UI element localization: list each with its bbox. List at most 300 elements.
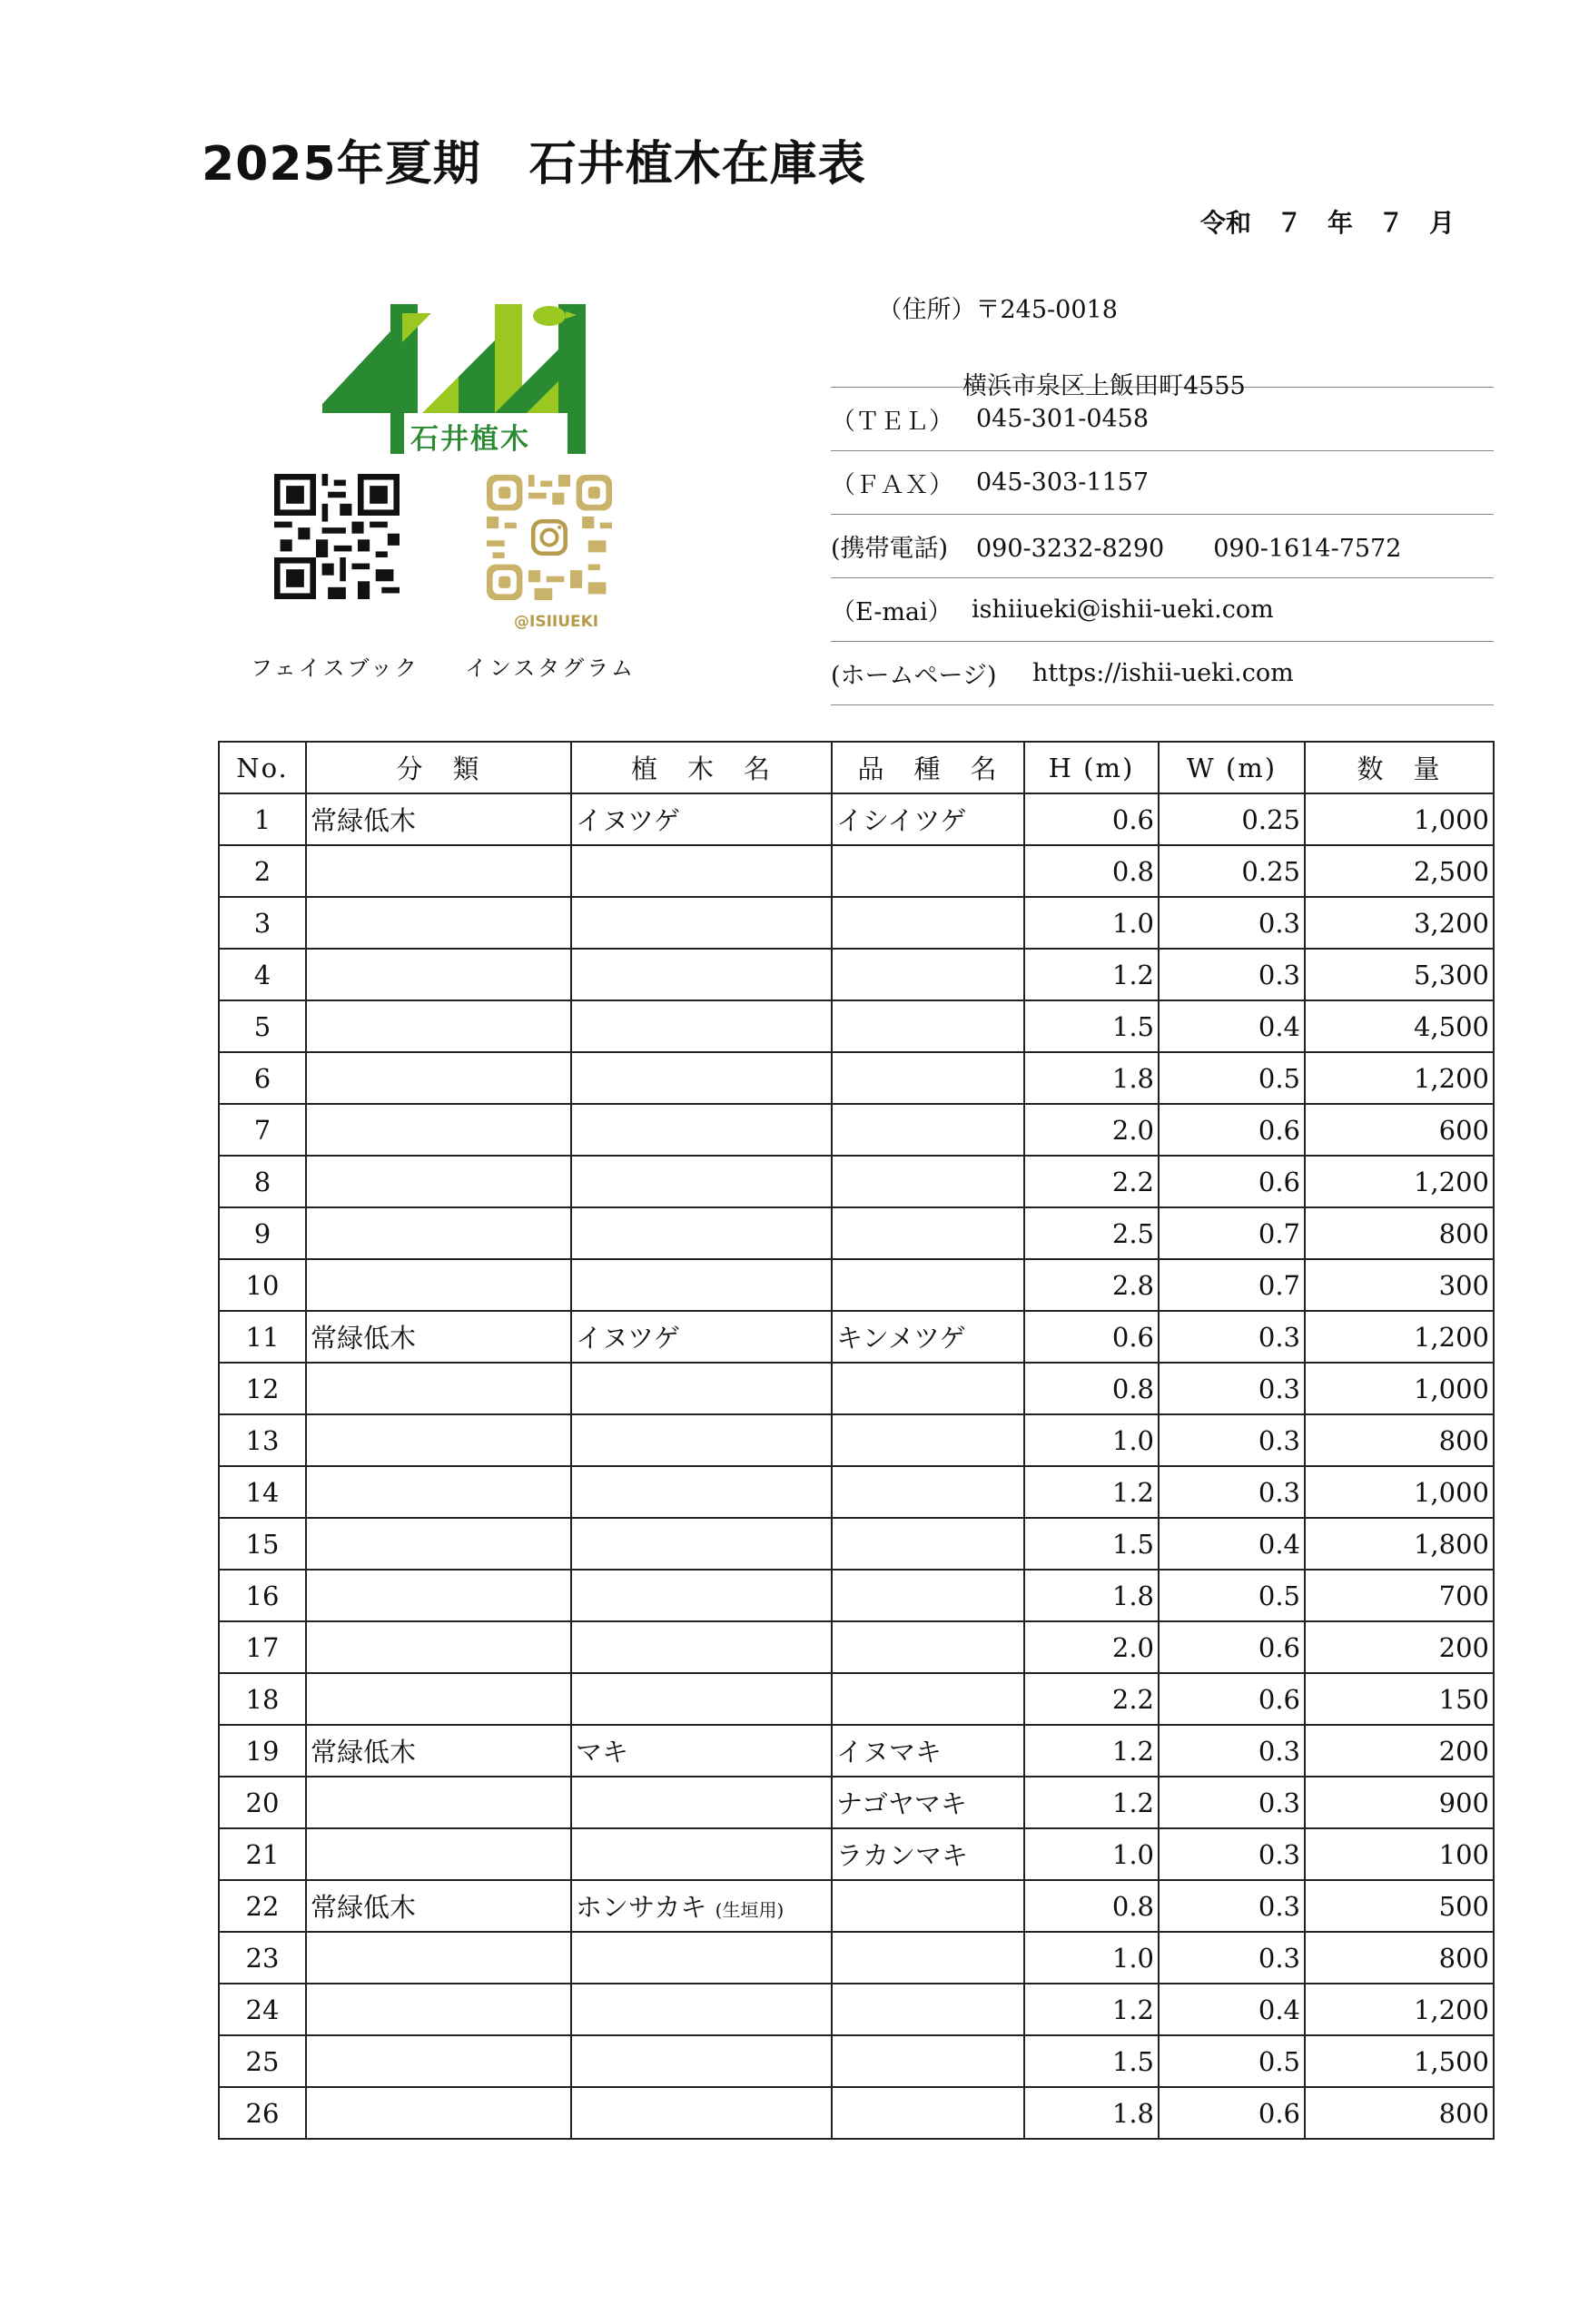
cell-no-text: 26 [245, 2097, 280, 2129]
cell-width [1159, 1052, 1305, 1104]
cell-plant-name-text: イヌツゲ [576, 805, 680, 836]
cell-variety [832, 1104, 1024, 1156]
cell-quantity [1305, 1363, 1494, 1414]
cell-no-text: 6 [253, 1062, 271, 1094]
cell-variety [832, 897, 1024, 949]
mobile-label: (携帯電話) [831, 535, 949, 563]
table-row [219, 845, 1494, 897]
cell-plant-name [571, 2035, 832, 2087]
cell-plant-name-text: マキ [576, 1737, 629, 1768]
header-width: W (m) [1159, 742, 1305, 793]
cell-plant-name [571, 1363, 832, 1414]
cell-no [219, 1000, 306, 1052]
cell-no-text: 23 [245, 1942, 280, 1974]
table-row [219, 2087, 1494, 2139]
cell-no [219, 1104, 306, 1156]
cell-width-text: 0.3 [1258, 1735, 1300, 1767]
cell-category [306, 1932, 571, 1984]
cell-height-text: 1.5 [1111, 2045, 1154, 2077]
cell-quantity [1305, 1414, 1494, 1466]
table-row [219, 1104, 1494, 1156]
tel-label: （ＴＥＬ） [831, 408, 953, 436]
web-label: (ホームページ) [831, 662, 997, 690]
cell-width [1159, 1311, 1305, 1363]
cell-no-text: 16 [245, 1580, 280, 1611]
cell-quantity-text: 200 [1438, 1631, 1489, 1663]
cell-plant-name-text: ホンサカキ [576, 1892, 707, 1923]
cell-plant-name [571, 1828, 832, 1880]
cell-no-text: 21 [245, 1838, 280, 1870]
cell-width-text: 0.6 [1258, 1166, 1300, 1197]
cell-width [1159, 1570, 1305, 1621]
cell-variety [832, 1880, 1024, 1932]
cell-variety [832, 2087, 1024, 2139]
cell-category-text: 常緑低木 [311, 1323, 417, 1354]
cell-quantity-text: 100 [1438, 1838, 1489, 1870]
cell-no [219, 1984, 306, 2035]
cell-height-text: 1.8 [1111, 1580, 1154, 1611]
cell-no [219, 1363, 306, 1414]
cell-no-text: 12 [245, 1373, 280, 1404]
cell-height [1024, 845, 1159, 897]
cell-width [1159, 1984, 1305, 2035]
address-row [831, 275, 1494, 400]
cell-no [219, 1621, 306, 1673]
cell-width [1159, 2087, 1305, 2139]
cell-height-text: 1.2 [1111, 1735, 1154, 1767]
cell-variety [832, 1156, 1024, 1207]
cell-height-text: 1.2 [1111, 1476, 1154, 1508]
cell-no [219, 1156, 306, 1207]
cell-plant-name [571, 1156, 832, 1207]
cell-no [219, 1570, 306, 1621]
cell-no [219, 1207, 306, 1259]
cell-width [1159, 897, 1305, 949]
cell-category [306, 1984, 571, 2035]
cell-height [1024, 793, 1159, 845]
cell-no [219, 793, 306, 845]
web-row [831, 642, 1494, 705]
cell-width-text: 0.3 [1258, 1890, 1300, 1922]
cell-quantity-text: 1,000 [1413, 1373, 1489, 1404]
cell-height-text: 1.0 [1111, 1838, 1154, 1870]
table-row [219, 1000, 1494, 1052]
cell-width-text: 0.5 [1258, 1062, 1300, 1094]
cell-width-text: 0.3 [1258, 1838, 1300, 1870]
table-header-row [219, 742, 1494, 793]
cell-width [1159, 1880, 1305, 1932]
cell-no-text: 3 [253, 907, 271, 939]
logo-text: 石井植木 [410, 423, 530, 456]
cell-category [306, 1880, 571, 1932]
cell-width-text: 0.6 [1258, 1631, 1300, 1663]
cell-height-text: 1.5 [1111, 1010, 1154, 1042]
cell-category [306, 1828, 571, 1880]
cell-quantity-text: 2,500 [1413, 855, 1489, 887]
table-row [219, 1207, 1494, 1259]
cell-height-text: 2.2 [1111, 1683, 1154, 1715]
cell-no [219, 1259, 306, 1311]
table-row [219, 1311, 1494, 1363]
cell-category [306, 1466, 571, 1518]
cell-height-text: 2.0 [1111, 1631, 1154, 1663]
cell-width [1159, 2035, 1305, 2087]
cell-category [306, 949, 571, 1000]
cell-quantity-text: 900 [1438, 1787, 1489, 1818]
cell-width [1159, 1725, 1305, 1777]
cell-plant-name [571, 897, 832, 949]
cell-quantity-text: 3,200 [1413, 907, 1489, 939]
cell-quantity [1305, 1673, 1494, 1725]
cell-variety [832, 1414, 1024, 1466]
instagram-qr-code[interactable] [487, 470, 612, 605]
cell-width-text: 0.3 [1258, 1321, 1300, 1353]
cell-width [1159, 1363, 1305, 1414]
cell-no-text: 22 [245, 1890, 280, 1922]
web-link[interactable]: https://ishii-ueki.com [1032, 659, 1294, 687]
cell-no-text: 1 [253, 803, 271, 835]
cell-quantity [1305, 897, 1494, 949]
cell-quantity-text: 1,200 [1413, 1321, 1489, 1353]
postal-code: 〒245-0018 [975, 295, 1118, 324]
cell-variety [832, 1570, 1024, 1621]
cell-quantity-text: 800 [1438, 2097, 1489, 2129]
cell-variety [832, 1052, 1024, 1104]
cell-plant-name [571, 1880, 832, 1932]
cell-height [1024, 1725, 1159, 1777]
cell-no-text: 7 [253, 1114, 271, 1146]
cell-plant-name [571, 845, 832, 897]
table-row [219, 1363, 1494, 1414]
cell-quantity-text: 200 [1438, 1735, 1489, 1767]
cell-no-text: 17 [245, 1631, 280, 1663]
table-row [219, 1259, 1494, 1311]
cell-height [1024, 1570, 1159, 1621]
cell-height-text: 2.8 [1111, 1269, 1154, 1301]
cell-quantity [1305, 2035, 1494, 2087]
cell-height [1024, 2087, 1159, 2139]
cell-category [306, 2087, 571, 2139]
cell-height-text: 1.2 [1111, 1787, 1154, 1818]
cell-no [219, 897, 306, 949]
cell-plant-name [571, 1259, 832, 1311]
cell-category [306, 1414, 571, 1466]
cell-no [219, 2035, 306, 2087]
cell-category [306, 897, 571, 949]
facebook-qr-code[interactable] [274, 474, 400, 599]
header-no: No. [219, 742, 306, 793]
cell-height-text: 1.2 [1111, 959, 1154, 990]
header-plant-name: 植 木 名 [571, 742, 832, 793]
cell-width-text: 0.7 [1258, 1217, 1300, 1249]
cell-width [1159, 1466, 1305, 1518]
cell-width [1159, 1673, 1305, 1725]
fax-number: 045-303-1157 [976, 468, 1150, 497]
cell-height [1024, 1156, 1159, 1207]
cell-variety [832, 2035, 1024, 2087]
cell-no [219, 1414, 306, 1466]
fax-row [831, 451, 1494, 515]
cell-width-text: 0.25 [1241, 803, 1300, 835]
cell-no-text: 19 [245, 1735, 280, 1767]
cell-height [1024, 1984, 1159, 2035]
issue-date: 令和 ７ 年 ７ 月 [1200, 208, 1456, 238]
cell-no [219, 1518, 306, 1570]
cell-no-text: 18 [245, 1683, 280, 1715]
cell-no-text: 15 [245, 1528, 280, 1560]
cell-width-text: 0.3 [1258, 1787, 1300, 1818]
cell-category-text: 常緑低木 [311, 1892, 417, 1923]
cell-width [1159, 1000, 1305, 1052]
email-row [831, 578, 1494, 642]
cell-category [306, 1673, 571, 1725]
cell-width-text: 0.4 [1258, 1010, 1300, 1042]
cell-category [306, 1052, 571, 1104]
cell-width [1159, 1621, 1305, 1673]
cell-variety [832, 793, 1024, 845]
cell-height [1024, 1932, 1159, 1984]
cell-category [306, 1104, 571, 1156]
cell-no-text: 5 [253, 1010, 271, 1042]
cell-no [219, 1052, 306, 1104]
cell-variety [832, 1466, 1024, 1518]
cell-height-text: 1.0 [1111, 1424, 1154, 1456]
tel-number[interactable]: 045-301-0458 [976, 405, 1150, 433]
cell-quantity [1305, 1880, 1494, 1932]
address-label: （住所） [877, 295, 976, 324]
cell-plant-name [571, 1104, 832, 1156]
stock-table-body [219, 793, 1494, 2139]
cell-plant-name [571, 1466, 832, 1518]
cell-height [1024, 1777, 1159, 1828]
cell-width-text: 0.3 [1258, 959, 1300, 990]
cell-no-text: 2 [253, 855, 271, 887]
table-row [219, 1466, 1494, 1518]
cell-height-text: 0.6 [1111, 1321, 1154, 1353]
mobile-numbers[interactable]: 090-3232-8290 090-1614-7572 [976, 535, 1402, 563]
cell-plant-name [571, 1725, 832, 1777]
cell-quantity-text: 800 [1438, 1217, 1489, 1249]
cell-no [219, 1777, 306, 1828]
cell-width-text: 0.5 [1258, 1580, 1300, 1611]
cell-quantity-text: 1,000 [1413, 803, 1489, 835]
cell-no-text: 4 [253, 959, 271, 990]
table-row [219, 1880, 1494, 1932]
cell-variety-text: キンメツゲ [836, 1323, 966, 1354]
cell-quantity [1305, 1156, 1494, 1207]
cell-width-text: 0.6 [1258, 2097, 1300, 2129]
cell-plant-name [571, 2087, 832, 2139]
cell-height-text: 2.0 [1111, 1114, 1154, 1146]
cell-category [306, 793, 571, 845]
cell-width-text: 0.6 [1258, 1683, 1300, 1715]
cell-height-text: 0.6 [1111, 803, 1154, 835]
cell-quantity-text: 800 [1438, 1424, 1489, 1456]
cell-quantity-text: 150 [1438, 1683, 1489, 1715]
cell-no-text: 24 [245, 1994, 280, 2025]
cell-height [1024, 2035, 1159, 2087]
cell-width [1159, 1518, 1305, 1570]
cell-quantity-text: 4,500 [1413, 1010, 1489, 1042]
cell-height [1024, 949, 1159, 1000]
contact-info [831, 275, 1494, 705]
cell-plant-name [571, 1621, 832, 1673]
cell-plant-name [571, 1570, 832, 1621]
cell-variety [832, 1984, 1024, 2035]
cell-category-text: 常緑低木 [311, 1737, 417, 1768]
cell-category-text: 常緑低木 [311, 805, 417, 836]
table-row [219, 1621, 1494, 1673]
table-row [219, 1777, 1494, 1828]
cell-quantity-text: 1,000 [1413, 1476, 1489, 1508]
cell-height [1024, 1363, 1159, 1414]
cell-variety [832, 1828, 1024, 1880]
cell-variety [832, 1932, 1024, 1984]
fax-label: （ＦＡＸ） [831, 471, 953, 499]
cell-width-text: 0.3 [1258, 1424, 1300, 1456]
cell-width-text: 0.5 [1258, 2045, 1300, 2077]
cell-variety [832, 845, 1024, 897]
cell-quantity [1305, 1207, 1494, 1259]
table-row [219, 1673, 1494, 1725]
cell-quantity [1305, 1311, 1494, 1363]
cell-category [306, 1259, 571, 1311]
cell-variety [832, 1259, 1024, 1311]
cell-quantity [1305, 1777, 1494, 1828]
email-link[interactable]: ishiiueki@ishii-ueki.com [972, 596, 1274, 624]
table-row [219, 897, 1494, 949]
cell-quantity [1305, 1725, 1494, 1777]
cell-no [219, 1673, 306, 1725]
cell-category [306, 845, 571, 897]
cell-height-text: 1.0 [1111, 1942, 1154, 1974]
cell-no [219, 2087, 306, 2139]
cell-height [1024, 1518, 1159, 1570]
cell-category [306, 1777, 571, 1828]
email-label: （E-mai） [831, 598, 952, 626]
cell-width [1159, 1414, 1305, 1466]
instagram-handle: @ISIIUEKI [514, 613, 599, 631]
cell-variety [832, 1621, 1024, 1673]
table-row [219, 1932, 1494, 1984]
cell-quantity [1305, 2087, 1494, 2139]
cell-plant-name [571, 1673, 832, 1725]
cell-width [1159, 1156, 1305, 1207]
facebook-label: フェイスブック [251, 655, 419, 681]
cell-width [1159, 949, 1305, 1000]
cell-plant-name [571, 1414, 832, 1466]
cell-width [1159, 845, 1305, 897]
cell-height-text: 1.2 [1111, 1994, 1154, 2025]
cell-no-text: 20 [245, 1787, 280, 1818]
cell-variety [832, 1311, 1024, 1363]
cell-height-text: 2.5 [1111, 1217, 1154, 1249]
cell-variety [832, 1207, 1024, 1259]
cell-height-text: 1.8 [1111, 1062, 1154, 1094]
cell-width-text: 0.4 [1258, 1528, 1300, 1560]
cell-category [306, 1570, 571, 1621]
cell-height [1024, 1621, 1159, 1673]
cell-no [219, 1725, 306, 1777]
cell-height [1024, 1880, 1159, 1932]
cell-quantity [1305, 793, 1494, 845]
cell-height-text: 0.8 [1111, 1373, 1154, 1404]
cell-quantity-text: 500 [1438, 1890, 1489, 1922]
cell-variety-text: イヌマキ [836, 1737, 943, 1768]
cell-no [219, 1466, 306, 1518]
cell-quantity [1305, 1621, 1494, 1673]
cell-no [219, 1311, 306, 1363]
cell-category [306, 1725, 571, 1777]
cell-height [1024, 1207, 1159, 1259]
cell-height [1024, 1104, 1159, 1156]
table-row [219, 1570, 1494, 1621]
table-row [219, 1156, 1494, 1207]
cell-height [1024, 1311, 1159, 1363]
cell-category [306, 1156, 571, 1207]
cell-category [306, 2035, 571, 2087]
cell-width-text: 0.3 [1258, 907, 1300, 939]
cell-no [219, 949, 306, 1000]
header-variety: 品 種 名 [832, 742, 1024, 793]
cell-category [306, 1363, 571, 1414]
cell-variety [832, 949, 1024, 1000]
cell-width-text: 0.3 [1258, 1476, 1300, 1508]
cell-no-text: 14 [245, 1476, 280, 1508]
cell-width [1159, 1207, 1305, 1259]
cell-width [1159, 1259, 1305, 1311]
instagram-label: インスタグラム [465, 655, 637, 681]
cell-variety-text: イシイツゲ [836, 805, 967, 836]
cell-quantity-text: 300 [1438, 1269, 1489, 1301]
cell-variety [832, 1363, 1024, 1414]
cell-variety [832, 1518, 1024, 1570]
address-text: 横浜市泉区上飯田町4555 [962, 371, 1246, 400]
cell-variety [832, 1673, 1024, 1725]
cell-quantity [1305, 1570, 1494, 1621]
cell-width-text: 0.3 [1258, 1942, 1300, 1974]
cell-height-text: 1.5 [1111, 1528, 1154, 1560]
cell-quantity [1305, 845, 1494, 897]
cell-category [306, 1311, 571, 1363]
cell-quantity [1305, 1052, 1494, 1104]
cell-height [1024, 1052, 1159, 1104]
table-row [219, 1828, 1494, 1880]
table-row [219, 1518, 1494, 1570]
cell-variety [832, 1725, 1024, 1777]
cell-plant-name [571, 1052, 832, 1104]
cell-width [1159, 793, 1305, 845]
cell-category [306, 1000, 571, 1052]
cell-plant-note: (生垣用) [715, 1899, 785, 1921]
cell-plant-name [571, 793, 832, 845]
table-row [219, 949, 1494, 1000]
cell-height-text: 0.8 [1111, 1890, 1154, 1922]
cell-plant-name [571, 1311, 832, 1363]
cell-plant-name [571, 1984, 832, 2035]
cell-width [1159, 1104, 1305, 1156]
cell-height [1024, 1673, 1159, 1725]
table-row [219, 2035, 1494, 2087]
cell-quantity [1305, 1104, 1494, 1156]
cell-quantity [1305, 1984, 1494, 2035]
cell-plant-name [571, 1207, 832, 1259]
header-height: H (m) [1024, 742, 1159, 793]
table-row [219, 1725, 1494, 1777]
table-row [219, 793, 1494, 845]
cell-quantity-text: 800 [1438, 1942, 1489, 1974]
cell-no [219, 1828, 306, 1880]
